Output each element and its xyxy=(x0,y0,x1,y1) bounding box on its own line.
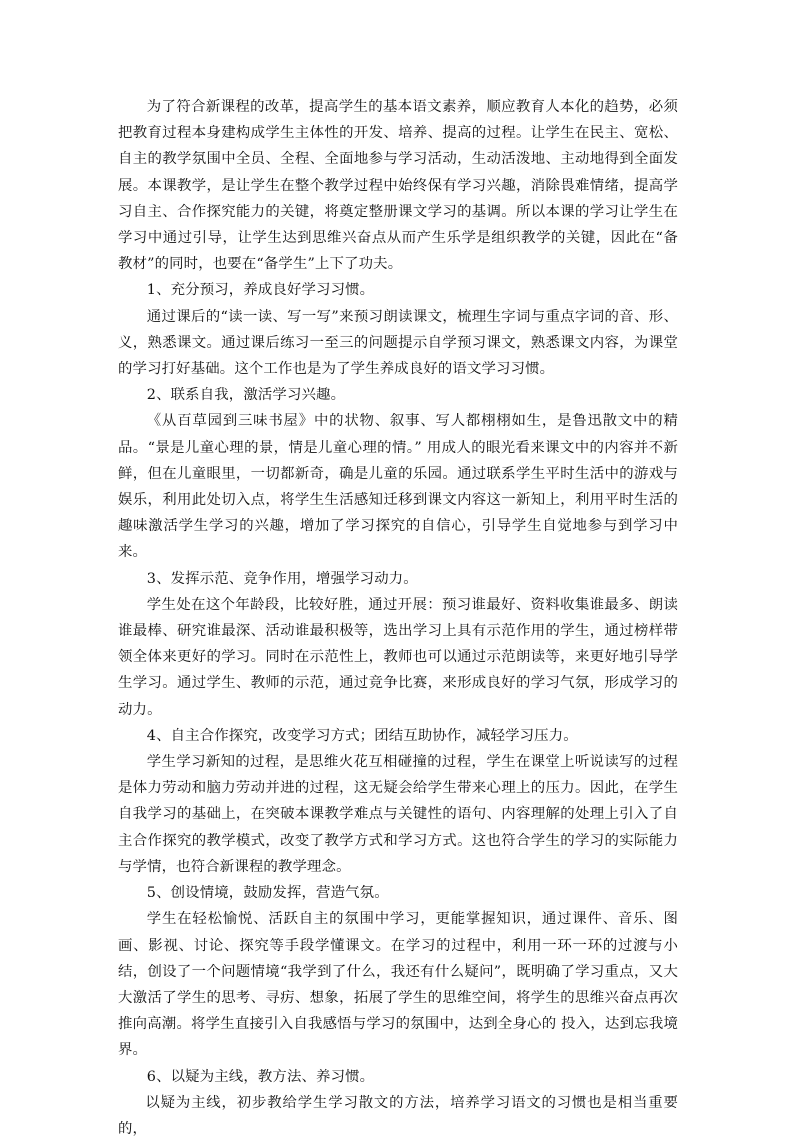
paragraph-3: 学生处在这个年龄段，比较好胜，通过开展：预习谁最好、资料收集谁最多、朗读谁最棒、研究谁最深、活动谁最积极等，选出学习上具有示范作用的学生，通过榜样带领全体来更好的学习。同时在示范性上，教师也可以通过示范朗读等，来更好地引导学生学习。通过学生、教师的示范，通过竞争比赛，来形成良好的学习气氛，形成学习的动力。 xyxy=(118,596,678,718)
paragraph-5: 学生在轻松愉悦、活跃自主的氛围中学习，更能掌握知识，通过课件、音乐、图画、影视、讨论、探究等手段学懂课文。在学习的过程中，利用一环一环的过渡与小结，创设了一个问题情境“我学到了什么，我还有什么疑问”，既明确了学习重点，又大大激活了学生的思考、寻疠、想象，拓展了学生的思维空间，将学生的思维兴奋点再次推向高潮。将学生直接引入自我感悟与学习的氛围中，达到全身心的 投入，达到忘我境界。 xyxy=(118,911,678,1059)
paragraph-intro: 为了符合新课程的改革，提高学生的基本语文素养，顺应教育人本化的趋势，必须把教育过程本身建构成学生主体性的开发、培养、提高的过程。让学生在民主、宽松、自主的教学氛围中全员、全程、全面地参与学习活动，生动活泼地、主动地得到全面发展。本课教学，是让学生在整个教学过程中始终保有学习兴趣，消除畏难情绪，提高学习自主、合作探究能力的关键，将奠定整册课文学习的基调。所以本课的学习让学生在学习中通过引导，让学生达到思维兴奋点从而产生乐学是组织教学的关键，因此在“备教材”的同时，也要在“备学生”上下了功夫。 xyxy=(118,99,678,273)
heading-2: 2、联系自我，激活学习兴趣。 xyxy=(146,387,346,404)
paragraph-4: 学生学习新知的过程，是思维火花互相碰撞的过程，学生在课堂上听说读写的过程是体力劳动和脑力劳动并进的过程，这无疑会给学生带来心理上的压力。因此，在学生自我学习的基础上，在突破本课教学难点与关键性的语句、内容理解的处理上引入了自主合作探究的教学模式，改变了教学方式和学习方式。这也符合学生的学习的实际能力与学情，也符合新课程的教学理念。 xyxy=(118,754,678,875)
paragraph-2: 《从百草园到三味书屋》中的状物、叙事、写人都栩栩如生，是鲁迅散文中的精品。“景是儿童心理的景，情是儿童心理的情。” 用成人的眼光看来课文中的内容并不新鲜，但在儿童眼里，一切都新奇，确是儿童的乐园。通过联系学生平时生活中的游戏与娱乐，利用此处切入点，将学生生活感知迁移到课文内容这一新知上，利用平时生活的趣味激活学生学习的兴趣，增加了学习探究的自信心，引导学生自觉地参与到学习中来。 xyxy=(118,413,678,561)
heading-5: 5、创设情境，鼓励发挥，营造气氛。 xyxy=(146,885,389,902)
heading-6: 6、以疑为主线，教方法、养习惯。 xyxy=(146,1068,375,1085)
paragraph-6: 以疑为主线，初步教给学生学习散文的方法，培养学习语文的习惯也是相当重要的， xyxy=(118,1094,678,1137)
heading-3: 3、发挥示范、竞争作用，增强学习动力。 xyxy=(146,570,418,587)
document-page xyxy=(118,94,678,1142)
paragraph-1: 通过课后的“读一读、写一写”来预习朗读课文，梳理生字词与重点字词的音、形、义，熟悉课文。通过课后练习一至三的问题提示自学预习课文，熟悉课文内容，为课堂的学习打好基础。这个工作也是为了学生养成良好的语文学习习惯。 xyxy=(118,308,678,378)
heading-4: 4、自主合作探究，改变学习方式；团结互助协作，减轻学习压力。 xyxy=(146,727,578,744)
heading-1: 1、充分预习，养成良好学习习惯。 xyxy=(146,282,375,299)
